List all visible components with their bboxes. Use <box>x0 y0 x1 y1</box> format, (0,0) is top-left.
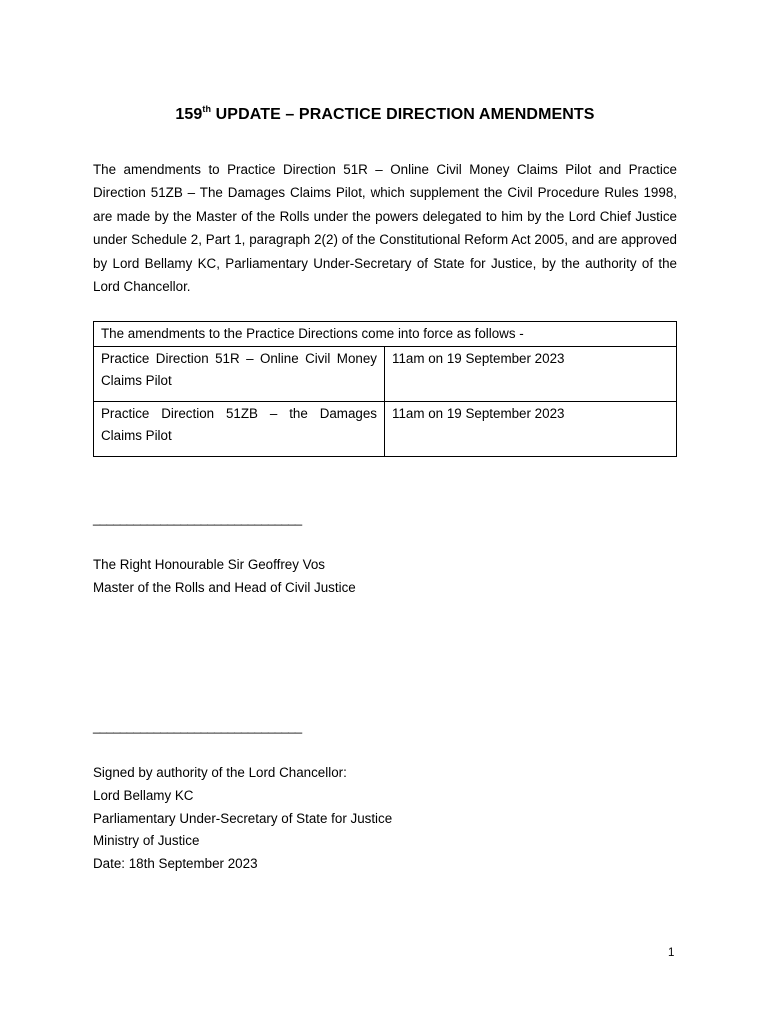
table-header-row <box>94 322 677 347</box>
signature-line: _______________________________ <box>93 719 302 734</box>
signatory-name: Lord Bellamy KC <box>93 787 194 803</box>
signatory-block-minister <box>93 762 392 876</box>
signatory-block-mr <box>93 554 356 600</box>
direction-cell: Practice Direction 51R – Online Civil Money Claims Pilot <box>94 346 385 401</box>
page-number: 1 <box>668 947 675 959</box>
commencement-cell: 11am on 19 September 2023 <box>385 401 677 456</box>
document-title <box>0 106 770 124</box>
table-header-cell: The amendments to the Practice Directions come into force as follows - <box>94 322 677 347</box>
title-ordinal-suffix: th <box>202 104 212 114</box>
signing-authority: Signed by authority of the Lord Chancellor: <box>93 765 347 780</box>
signing-date: Date: 18th September 2023 <box>93 856 258 872</box>
signatory-role: Parliamentary Under-Secretary of State for Justice <box>93 810 393 826</box>
direction-cell: Practice Direction 51ZB – the Damages Claims Pilot <box>94 401 385 456</box>
signatory-name: The Right Honourable Sir Geoffrey Vos <box>93 557 325 572</box>
signatory-department: Ministry of Justice <box>93 833 200 849</box>
table-row <box>94 401 677 456</box>
signatory-role: Master of the Rolls and Head of Civil Justice <box>93 579 356 595</box>
signature-line: _______________________________ <box>93 511 302 526</box>
commencement-cell: 11am on 19 September 2023 <box>385 346 677 401</box>
intro-paragraph: The amendments to Practice Direction 51R – Online Civil Money Claims Pilot and Practice Direction 51ZB – The Damages Claims Pilot, which supplement the Civil Procedure Rules 1998, are made by the Master of the Rolls under the powers delegated to him by the Lord Chief Justice under Schedule 2, Part 1, paragraph 2(2) of the Constitutional Reform Act 2005, and are approved by Lord Bellamy KC, Parliamentary Under-Secretary of State for Justice, by the authority of the Lord Chancellor. <box>93 162 677 295</box>
title-text: UPDATE – PRACTICE DIRECTION AMENDMENTS <box>211 106 595 123</box>
title-number: 159 <box>175 106 203 123</box>
commencement-table <box>93 321 677 457</box>
table-row <box>94 346 677 401</box>
